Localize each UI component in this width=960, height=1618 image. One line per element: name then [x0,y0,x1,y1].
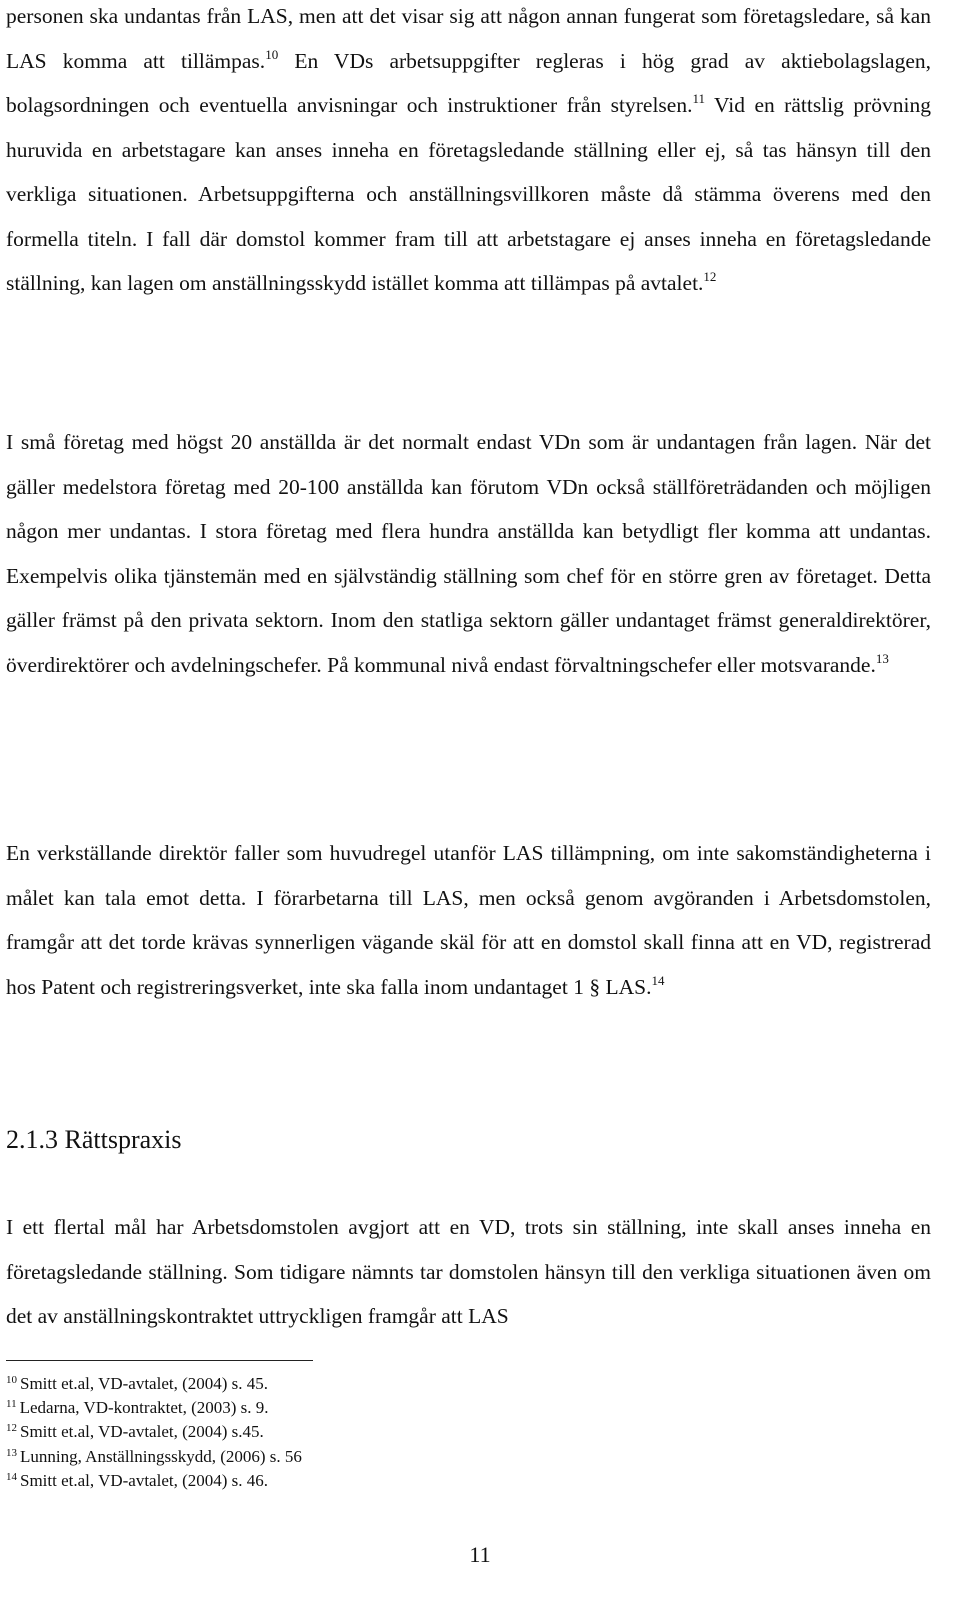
footnote-number: 14 [6,1470,17,1483]
footnote-text: Smitt et.al, VD-avtalet, (2004) s. 45. [20,1374,269,1393]
footnote-ref: 10 [265,46,279,62]
paragraph-company-size [6,420,931,687]
footnote-number: 10 [6,1374,17,1386]
paragraph-las-exemption [6,0,931,306]
footnotes [6,1372,706,1493]
footnote-item [6,1469,706,1493]
footnote-ref: 11 [692,91,705,106]
paragraph-case-law [6,1205,931,1339]
text-run: personen ska undantas från LAS, men att det visar sig att någon annan fungerat som företagsledare, så kan LAS komma att tillämpas. [6,4,931,73]
section-heading: 2.1.3 Rättspraxis [6,1125,182,1154]
page-number: 11 [469,1542,491,1567]
footnote-item [6,1445,706,1469]
paragraph-managing-director [6,831,931,1009]
footnote-text: Smitt et.al, VD-avtalet, (2004) s. 46. [20,1470,269,1490]
footnote-number: 11 [6,1398,17,1411]
text-run: Vid en rättslig prövning huruvida en arbetstagare kan anses inneha en företagsledande ställning eller ej, så tas hänsyn till den verkliga situationen. Arbetsuppgifterna och anställningsvillkoren måste då stämma överens med den formella titeln. I fall där domstol kommer fram till att arbetstagare ej anses inneha en företagsledande ställning, kan lagen om anställningsskydd istället komma att tillämpas på avtalet. [6,93,931,295]
footnote-ref: 13 [875,650,889,666]
footnote-item [6,1396,706,1420]
footnote-text: Smitt et.al, VD-avtalet, (2004) s.45. [20,1422,264,1442]
footnote-ref: 12 [703,269,717,284]
footnote-item [6,1420,706,1444]
text-run: En VDs arbetsuppgifter regleras i hög grad av aktiebolagslagen, bolagsordningen och eventuella anvisningar och instruktioner från styrelsen. [6,48,932,117]
text-run: I små företag med högst 20 anställda är det normalt endast VDn som är undantagen från lagen. När det gäller medelstora företag med 20-100 anställda kan förutom VDn också ställföreträdanden och möjligen någon mer undantas. I stora företag med flera hundra anställda kan betydligt fler komma att undantas. Exempelvis olika tjänstemän med en självständig ställning som chef för en större gren av företaget. Detta gäller främst på den privata sektorn. Inom den statliga sektorn gäller undantaget främst generaldirektörer, överdirektörer och avdelningschefer. På kommunal nivå endast förvaltningschefer eller motsvarande. [6,430,931,677]
footnote-number: 13 [6,1446,17,1459]
footnote-divider [6,1360,313,1361]
text-run: En verkställande direktör faller som huvudregel utanför LAS tillämpning, om inte sakomständigheterna i målet kan tala emot detta. I förarbetarna till LAS, men också genom avgöranden i Arbetsdomstolen, framgår att det torde krävas synnerligen vägande skäl för att en domstol skall finna att en VD, registrerad hos Patent och registreringsverket, inte ska falla inom undantaget 1 § LAS. [6,841,931,999]
footnote-text: Ledarna, VD-kontraktet, (2003) s. 9. [19,1398,269,1418]
footnote-ref: 14 [651,972,665,988]
footnote-number: 12 [6,1422,17,1435]
text-run: I ett flertal mål har Arbetsdomstolen avgjort att en VD, trots sin ställning, inte skall anses inneha en företagsledande ställning. Som tidigare nämnts tar domstolen hänsyn till den verkliga situationen även om det av anställningskontraktet uttryckligen framgår att LAS [6,1215,931,1328]
footnote-item [6,1372,706,1396]
footnote-text: Lunning, Anställningsskydd, (2006) s. 56 [20,1446,302,1466]
